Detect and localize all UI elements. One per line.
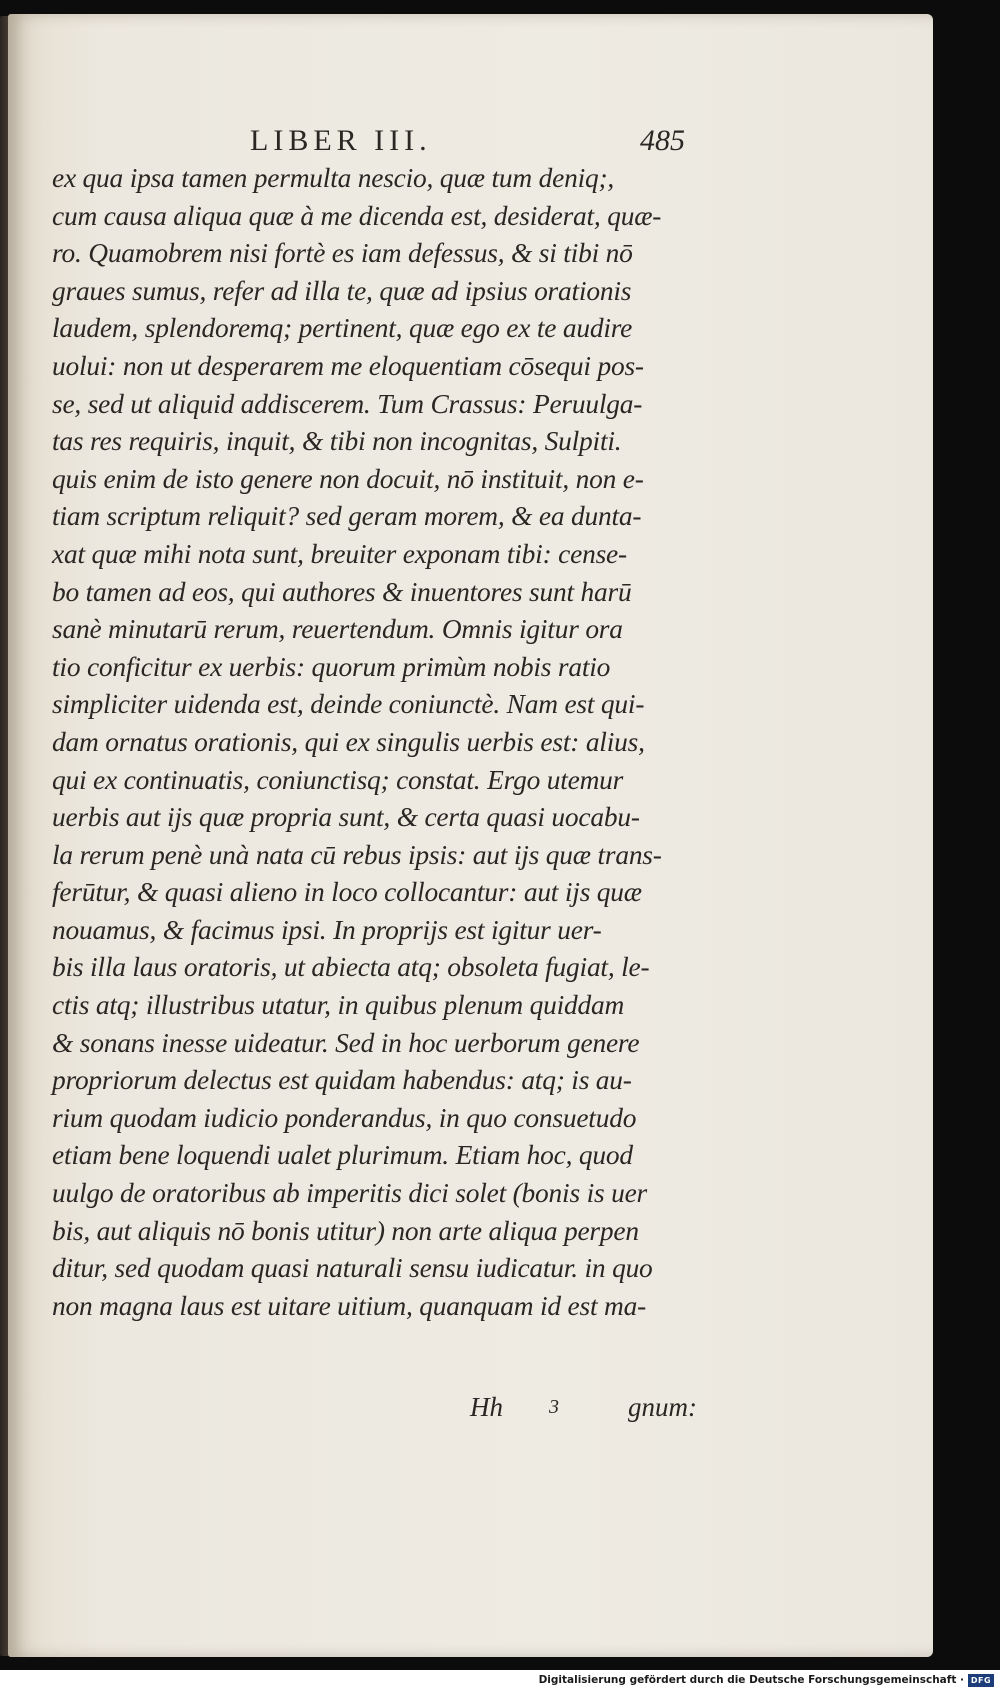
text-line: la rerum penè unà nata cū rebus ipsis: aut ijs quæ trans- — [52, 839, 662, 870]
text-line: dam ornatus orationis, qui ex singulis uerbis est: alius, — [52, 726, 645, 757]
funding-banner — [0, 1670, 1000, 1693]
text-line: tas res requiris, inquit, & tibi non incognitas, Sulpiti. — [52, 426, 622, 457]
signature-mark: Hh — [470, 1392, 503, 1422]
page-footer — [8, 1392, 933, 1428]
signature-number: 3 — [549, 1396, 559, 1418]
text-line: ex qua ipsa tamen permulta nescio, quæ tum deniq;, — [52, 163, 615, 193]
text-line: qui ex continuatis, coniunctisq; constat. Ergo utemur — [52, 764, 624, 795]
text-line: non magna laus est uitare uitium, quanquam id est ma- — [52, 1290, 646, 1321]
dfg-logo-icon: DFG — [968, 1674, 994, 1687]
text-line: tiam scriptum reliquit? sed geram morem, & ea dunta- — [52, 501, 642, 532]
text-line: se, sed ut aliquid addiscerem. Tum Crassus: Peruulga- — [52, 388, 643, 419]
text-line: sanè minutarū rerum, reuertendum. Omnis igitur ora — [52, 614, 623, 645]
page-number: 485 — [640, 124, 685, 157]
text-line: tio conficitur ex uerbis: quorum primùm nobis ratio — [52, 651, 611, 682]
text-line: ferūtur, & quasi alieno in loco collocantur: aut ijs quæ — [52, 877, 642, 908]
page-header — [8, 124, 933, 164]
text-line: simpliciter uidenda est, deinde coniunctè. Nam est qui- — [52, 689, 645, 720]
text-line: etiam bene loquendi ualet plurimum. Etiam hoc, quod — [52, 1140, 633, 1171]
funding-text: Digitalisierung gefördert durch die Deutsche Forschungsgemeinschaft · — [538, 1674, 964, 1686]
text-line: xat quæ mihi nota sunt, breuiter exponam tibi: cense- — [52, 538, 627, 569]
body-text — [52, 160, 702, 1325]
text-line: uulgo de oratoribus ab imperitis dici solet (bonis is uer — [52, 1178, 647, 1209]
text-line: ctis atq; illustribus utatur, in quibus plenum quiddam — [52, 990, 625, 1021]
text-line: graues sumus, refer ad illa te, quæ ad ipsius orationis — [52, 275, 632, 306]
text-line: bis illa laus oratoris, ut abiecta atq; obsoleta fugiat, le- — [52, 952, 650, 983]
text-line: ditur, sed quodam quasi naturali sensu iudicatur. in quo — [52, 1253, 653, 1284]
text-line: cum causa aliqua quæ à me dicenda est, desiderat, quæ- — [52, 200, 662, 231]
text-line: bo tamen ad eos, qui authores & inuentores sunt harū — [52, 576, 632, 607]
text-line: uolui: non ut desperarem me eloquentiam cōsequi pos- — [52, 350, 644, 381]
text-line: & sonans inesse uideatur. Sed in hoc uerborum genere — [52, 1027, 640, 1058]
text-line: nouamus, & facimus ipsi. In proprijs est igitur uer- — [52, 914, 602, 945]
text-line: quis enim de isto genere non docuit, nō instituit, non e- — [52, 463, 644, 494]
text-line: ro. Quamobrem nisi fortè es iam defessus, & si tibi nō — [52, 238, 633, 269]
book-page — [8, 14, 933, 1657]
catchword: gnum: — [628, 1392, 697, 1422]
text-line: laudem, splendoremq; pertinent, quæ ego ex te audire — [52, 313, 633, 344]
text-line: bis, aut aliquis nō bonis utitur) non arte aliqua perpen — [52, 1215, 639, 1246]
text-line: uerbis aut ijs quæ propria sunt, & certa quasi uocabu- — [52, 802, 640, 833]
text-line: rium quodam iudicio ponderandus, in quo consuetudo — [52, 1102, 637, 1133]
running-head: LIBER III. — [250, 124, 432, 157]
text-line: propriorum delectus est quidam habendus: atq; is au- — [52, 1065, 632, 1096]
